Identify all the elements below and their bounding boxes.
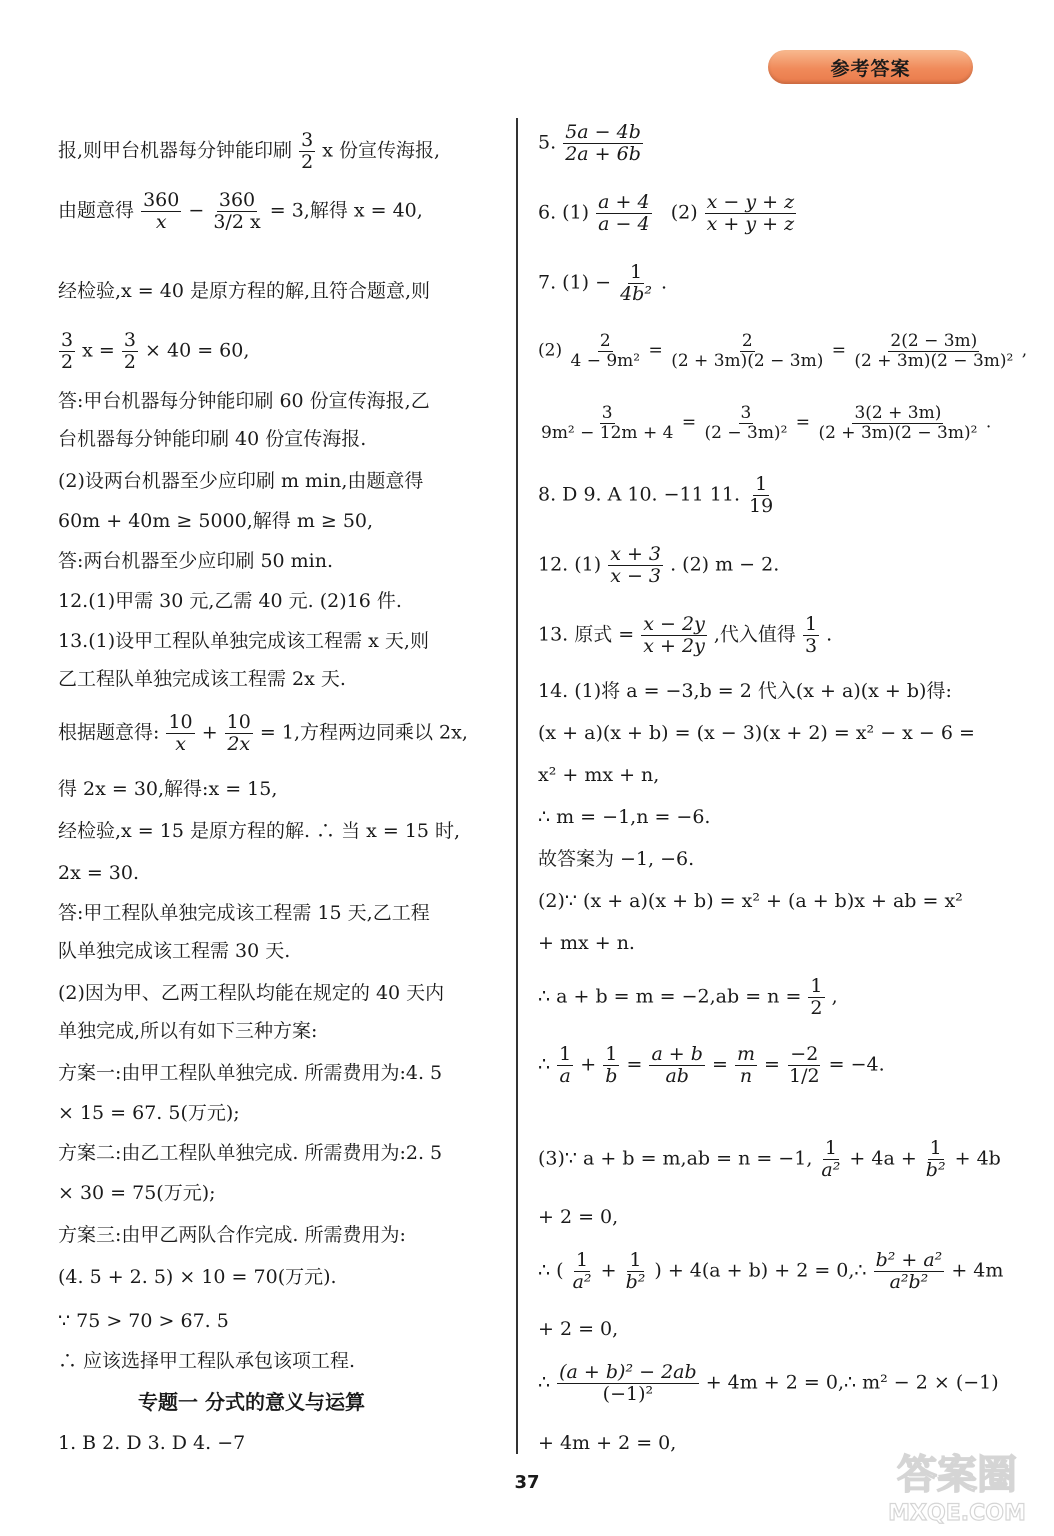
text: x 份宣传海报,: [322, 139, 441, 162]
text-line: 2x = 30.: [58, 862, 140, 884]
numerator: 3: [301, 129, 314, 151]
text-line: [538, 1138, 1001, 1181]
text-line: 乙工程队单独完成该工程需 2x 天.: [58, 668, 346, 690]
text: ) + 4(a + b) + 2 = 0,∴: [654, 1259, 867, 1282]
denominator: b²: [925, 1158, 946, 1181]
denominator: x: [155, 210, 167, 233]
denominator: (2 − 3m)²: [704, 422, 788, 443]
fraction: [141, 190, 181, 233]
numerator: 1: [576, 1249, 589, 1271]
fraction: [852, 332, 1015, 370]
text-line: [538, 192, 797, 235]
text: ,: [831, 985, 838, 1008]
operator: +: [201, 721, 218, 744]
text-line: 答:两台机器至少应印刷 50 min.: [58, 550, 334, 572]
numerator: 360: [218, 189, 256, 211]
text: + 4m + 2 = 0,∴ m² − 2 × (−1): [705, 1371, 999, 1394]
denominator: x − 3: [610, 564, 662, 587]
numerator: 1: [629, 1249, 642, 1271]
numerator: 5a − 4b: [565, 121, 641, 143]
denominator: x: [175, 732, 186, 755]
operator: =: [711, 1053, 728, 1076]
numerator: 3(2 + 3m): [854, 403, 942, 423]
text-line: ∵ 75 > 70 > 67. 5: [58, 1310, 229, 1332]
text-line: 经检验,x = 15 是原方程的解. ∴ 当 x = 15 时,: [58, 820, 461, 842]
denominator: 2: [810, 996, 823, 1019]
denominator: 2: [123, 350, 136, 373]
text: ∴: [538, 1371, 551, 1394]
text: .: [826, 623, 833, 646]
fraction: [747, 474, 775, 517]
denominator: 2x: [227, 732, 251, 755]
denominator: b²: [625, 1270, 646, 1293]
fraction: [819, 1138, 842, 1181]
text-line: [538, 1362, 999, 1405]
denominator: a: [559, 1064, 571, 1087]
denominator: ab: [665, 1064, 689, 1087]
fraction: [787, 1044, 822, 1087]
denominator: a²: [572, 1270, 592, 1293]
text: ,代入值得: [713, 623, 796, 646]
text: ,: [1021, 340, 1028, 361]
text: + 4b: [954, 1147, 1001, 1170]
text-line: [538, 404, 991, 442]
fraction: [735, 1044, 757, 1087]
denominator: 19: [749, 494, 774, 517]
text-line: (2)∵ (x + a)(x + b) = x² + (a + b)x + ab = x²: [538, 890, 963, 912]
fraction: [596, 192, 651, 235]
text-line: 单独完成,所以有如下三种方案:: [58, 1020, 318, 1042]
text: 6. (1): [538, 201, 590, 224]
text: (2): [670, 201, 698, 224]
text-line: (4. 5 + 2. 5) × 10 = 70(万元).: [58, 1266, 337, 1288]
denominator: (−1)²: [602, 1382, 654, 1405]
text-line: [58, 712, 468, 755]
text-line: + 4m + 2 = 0,: [538, 1432, 677, 1454]
text-line: + 2 = 0,: [538, 1206, 619, 1228]
text-line: [538, 474, 776, 517]
denominator: a − 4: [598, 212, 650, 235]
text-line: × 15 = 67. 5(万元);: [58, 1102, 240, 1124]
text-line: 队单独完成该工程需 30 天.: [58, 940, 291, 962]
text-line: 1. B 2. D 3. D 4. −7: [58, 1432, 246, 1454]
fraction: [166, 712, 194, 755]
text: + 4m: [951, 1259, 1004, 1282]
watermark-logo-text: 答案圈: [897, 1452, 1017, 1498]
operator: =: [681, 412, 697, 433]
text-line: (x + a)(x + b) = (x − 3)(x + 2) = x² − x − 6 =: [538, 722, 975, 744]
watermark-url: MXQE.COM: [888, 1501, 1026, 1526]
denominator: 2a + 6b: [565, 142, 641, 165]
section-heading: 专题一 分式的意义与运算: [138, 1390, 365, 1414]
text: 13. 原式 =: [538, 623, 635, 646]
fraction: [608, 544, 663, 587]
text-line: 故答案为 −1, −6.: [538, 848, 695, 870]
numerator: 360: [143, 189, 180, 211]
text-line: 13.(1)设甲工程队单独完成该工程需 x 天,则: [58, 630, 429, 652]
header-badge: [768, 50, 973, 84]
text-line: 答:甲工程队单独完成该工程需 15 天,乙工程: [58, 902, 430, 924]
denominator: 4 − 9m²: [570, 350, 641, 371]
text: + 4a +: [849, 1147, 917, 1170]
numerator: 10: [226, 711, 251, 733]
text-line: [538, 976, 838, 1019]
denominator: 2: [61, 350, 74, 373]
text-line: x² + mx + n,: [538, 764, 660, 786]
text-line: 得 2x = 30,解得:x = 15,: [58, 778, 278, 800]
text-line: [538, 544, 779, 587]
fraction: [803, 614, 819, 657]
denominator: a²: [821, 1158, 841, 1181]
fraction: [59, 330, 75, 373]
fraction: [211, 190, 262, 233]
operator: −: [188, 199, 205, 222]
text: . (2) m − 2.: [670, 553, 780, 576]
column-divider: [516, 118, 518, 1454]
text-line: 台机器每分钟能印刷 40 份宣传海报.: [58, 428, 367, 450]
fraction: [557, 1044, 573, 1087]
text-line: [538, 614, 832, 657]
text: ∴ a + b = m = −2,ab = n =: [538, 985, 802, 1008]
text: × 40 = 60,: [145, 339, 250, 362]
watermark-logo: [872, 1440, 1042, 1530]
fraction: [618, 262, 654, 305]
fraction: [603, 1044, 619, 1087]
fraction: [571, 1250, 594, 1293]
text-line: 14. (1)将 a = −3,b = 2 代入(x + a)(x + b)得:: [538, 680, 952, 702]
text: 报,则甲台机器每分钟能印刷: [58, 139, 293, 162]
denominator: (2 + 3m)(2 − 3m): [671, 350, 824, 371]
text-line: 方案三:由甲乙两队合作完成. 所需费用为:: [58, 1224, 406, 1246]
text-line: [58, 130, 440, 173]
numerator: 1: [929, 1137, 942, 1159]
numerator: (a + b)² − 2ab: [559, 1361, 697, 1383]
fraction: [624, 1250, 648, 1293]
fraction: [225, 712, 253, 755]
text-line: + 2 = 0,: [538, 1318, 619, 1340]
fraction: [557, 1362, 699, 1405]
text: = 1,方程两边同乘以 2x,: [259, 721, 468, 744]
numerator: 1: [804, 613, 818, 635]
numerator: 10: [168, 711, 193, 733]
page-number: 37: [514, 1472, 540, 1493]
text-line: (2)设两台机器至少应印刷 m min,由题意得: [58, 470, 424, 492]
numerator: x + 3: [610, 543, 662, 565]
numerator: x − y + z: [706, 191, 795, 213]
fraction: [539, 404, 675, 442]
numerator: 1: [605, 1043, 618, 1065]
operator: =: [764, 1053, 780, 1076]
numerator: x − 2y: [643, 613, 705, 635]
text: 7. (1) −: [538, 271, 612, 294]
numerator: 3: [123, 329, 136, 351]
text: 根据题意得:: [58, 721, 160, 744]
text-line: 12.(1)甲需 30 元,乙需 40 元. (2)16 件.: [58, 590, 402, 612]
text-line: [538, 1250, 1003, 1293]
text-line: × 30 = 75(万元);: [58, 1182, 216, 1204]
text-line: [538, 262, 667, 305]
fraction: [703, 404, 790, 442]
numerator: b² + a²: [875, 1249, 943, 1271]
text-line: 经检验,x = 40 是原方程的解,且符合题意,则: [58, 280, 431, 302]
numerator: 1: [629, 261, 643, 283]
text: .: [985, 412, 992, 433]
fraction: [705, 192, 796, 235]
text: x =: [82, 339, 115, 362]
watermark-icon: [872, 1440, 1042, 1530]
numerator: a + b: [651, 1043, 703, 1065]
operator: +: [600, 1259, 617, 1282]
text: .: [661, 271, 668, 294]
numerator: m: [736, 1043, 755, 1065]
numerator: 1: [755, 473, 768, 495]
fraction: [808, 976, 824, 1019]
numerator: 3: [740, 403, 752, 423]
text-line: [538, 1044, 885, 1087]
denominator: (2 + 3m)(2 − 3m)²: [818, 422, 978, 443]
text-line: + mx + n.: [538, 932, 635, 954]
text: (2): [538, 340, 563, 361]
fraction: [122, 330, 138, 373]
denominator: b: [605, 1064, 618, 1087]
operator: =: [648, 340, 663, 361]
text: (3)∵ a + b = m,ab = n = −1,: [538, 1147, 813, 1170]
denominator: 2: [301, 150, 314, 173]
denominator: x + 2y: [643, 634, 705, 657]
denominator: (2 + 3m)(2 − 3m)²: [854, 350, 1014, 371]
numerator: −2: [790, 1043, 819, 1065]
text: = 3,解得 x = 40,: [269, 199, 423, 222]
denominator: 3/2 x: [213, 210, 261, 233]
text-line: [538, 122, 644, 165]
denominator: 3: [804, 634, 818, 657]
denominator: 4b²: [620, 282, 652, 305]
fraction: [669, 332, 825, 370]
fraction: [924, 1138, 948, 1181]
denominator: 1/2: [789, 1064, 820, 1087]
text-line: 答:甲台机器每分钟能印刷 60 份宣传海报,乙: [58, 390, 430, 412]
fraction: [299, 130, 315, 173]
denominator: 9m² − 12m + 4: [541, 422, 674, 443]
operator: =: [831, 340, 846, 361]
fraction: [816, 404, 979, 442]
numerator: 2: [741, 331, 753, 351]
denominator: x + y + z: [706, 212, 795, 235]
text-line: ∴ 应该选择甲工程队承包该项工程.: [58, 1350, 356, 1372]
numerator: 2(2 − 3m): [890, 331, 978, 351]
text-line: [538, 332, 1027, 370]
operator: =: [626, 1053, 643, 1076]
fraction: [563, 122, 643, 165]
text: 12. (1): [538, 553, 602, 576]
numerator: a + 4: [598, 191, 650, 213]
text: 5.: [538, 131, 557, 154]
text-line: (2)因为甲、乙两工程队均能在规定的 40 天内: [58, 982, 445, 1004]
operator: =: [795, 412, 811, 433]
numerator: 2: [599, 331, 611, 351]
fraction: [641, 614, 707, 657]
fraction: [649, 1044, 705, 1087]
text-line: [58, 190, 423, 233]
text: 8. D 9. A 10. −11 11.: [538, 483, 740, 506]
text: 由题意得: [58, 199, 135, 222]
numerator: 1: [810, 975, 823, 997]
text: ∴: [538, 1053, 551, 1076]
numerator: 3: [61, 329, 74, 351]
numerator: 3: [601, 403, 613, 423]
text-line: 60m + 40m ≥ 5000,解得 m ≥ 50,: [58, 510, 374, 532]
text-line: [58, 330, 249, 373]
text-line: ∴ m = −1,n = −6.: [538, 806, 711, 828]
operator: +: [580, 1053, 597, 1076]
text: = −4.: [828, 1053, 885, 1076]
fraction: [569, 332, 643, 370]
denominator: a²b²: [889, 1270, 929, 1293]
text-line: 方案二:由乙工程队单独完成. 所需费用为:2. 5: [58, 1142, 443, 1164]
header-badge-label: 参考答案: [830, 57, 911, 80]
fraction: [874, 1250, 945, 1293]
text-line: 方案一:由甲工程队单独完成. 所需费用为:4. 5: [58, 1062, 443, 1084]
denominator: n: [739, 1064, 753, 1087]
text: ∴ (: [538, 1259, 564, 1282]
numerator: 1: [559, 1043, 572, 1065]
numerator: 1: [824, 1137, 837, 1159]
